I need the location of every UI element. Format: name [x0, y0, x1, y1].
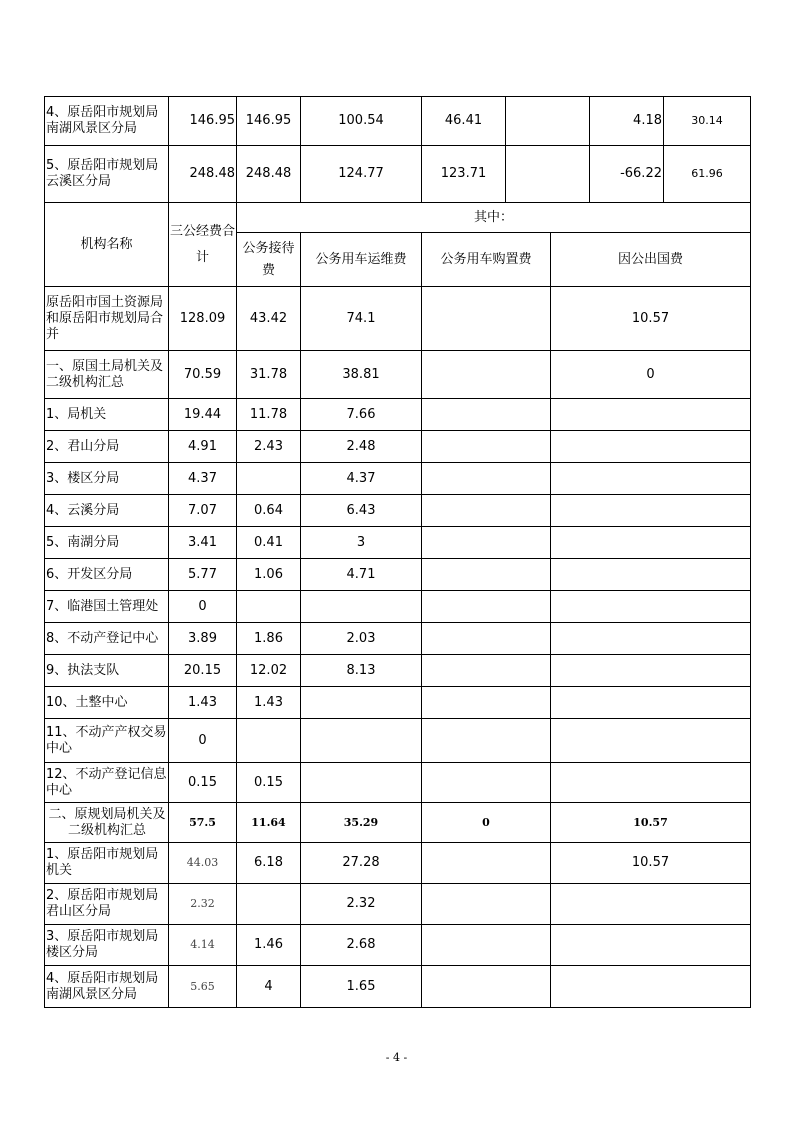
cell-overseas: [551, 495, 751, 527]
cell-reception: 0.64: [237, 495, 301, 527]
row-name: 5、南湖分局: [45, 527, 169, 559]
cell-overseas: [551, 763, 751, 803]
cell-value: 146.95: [237, 97, 301, 146]
cell-reception: [237, 463, 301, 495]
cell-value: 46.41: [422, 97, 506, 146]
header-among: 其中：: [237, 203, 751, 233]
cell-vehicle-ops: 38.81: [301, 351, 422, 399]
cell-total: 5.77: [169, 559, 237, 591]
table-row: [45, 719, 751, 763]
cell-overseas: 10.57: [551, 843, 751, 884]
cell-overseas: [551, 687, 751, 719]
cell-purchase: [422, 351, 551, 399]
row-name: 10、土整中心: [45, 687, 169, 719]
header-total: 三公经费合计: [169, 203, 237, 287]
row-name: 4、云溪分局: [45, 495, 169, 527]
row-name: 6、开发区分局: [45, 559, 169, 591]
cell-purchase: [422, 884, 551, 925]
cell-value: 30.14: [664, 97, 751, 146]
cell-overseas: [551, 463, 751, 495]
cell-value: 248.48: [237, 146, 301, 203]
cell-reception: 31.78: [237, 351, 301, 399]
cell-value: 123.71: [422, 146, 506, 203]
cell-reception: 11.78: [237, 399, 301, 431]
cell-total: 4.14: [169, 925, 237, 966]
cell-overseas: [551, 527, 751, 559]
table-row: [45, 884, 751, 925]
cell-purchase: 0: [422, 803, 551, 843]
cell-overseas: 0: [551, 351, 751, 399]
cell-total: 5.65: [169, 966, 237, 1008]
cell-value: [506, 97, 590, 146]
cell-total: 20.15: [169, 655, 237, 687]
cell-overseas: [551, 966, 751, 1008]
row-name: 一、原国土局机关及二级机构汇总: [45, 351, 169, 399]
expense-table: [44, 202, 751, 1008]
cell-purchase: [422, 287, 551, 351]
row-name: 2、君山分局: [45, 431, 169, 463]
cell-overseas: [551, 719, 751, 763]
cell-reception: 12.02: [237, 655, 301, 687]
cell-purchase: [422, 925, 551, 966]
table-row: [45, 623, 751, 655]
cell-reception: 0.15: [237, 763, 301, 803]
row-name: 4、原岳阳市规划局南湖风景区分局: [45, 97, 169, 146]
cell-purchase: [422, 623, 551, 655]
row-name: 4、原岳阳市规划局南湖风景区分局: [45, 966, 169, 1008]
cell-vehicle-ops: 2.32: [301, 884, 422, 925]
cell-value: 248.48: [169, 146, 237, 203]
cell-vehicle-ops: 2.03: [301, 623, 422, 655]
continuation-table: [44, 96, 751, 203]
cell-purchase: [422, 495, 551, 527]
row-name: 9、执法支队: [45, 655, 169, 687]
cell-vehicle-ops: 6.43: [301, 495, 422, 527]
cell-purchase: [422, 527, 551, 559]
header-reception: 公务接待费: [237, 233, 301, 287]
table-row: [45, 97, 751, 146]
cell-total: 3.89: [169, 623, 237, 655]
header-row: [45, 203, 751, 233]
header-overseas: 因公出国费: [551, 233, 751, 287]
cell-overseas: [551, 559, 751, 591]
cell-vehicle-ops: 2.68: [301, 925, 422, 966]
cell-reception: [237, 591, 301, 623]
cell-vehicle-ops: 7.66: [301, 399, 422, 431]
table-row: [45, 351, 751, 399]
cell-purchase: [422, 687, 551, 719]
cell-total: 57.5: [169, 803, 237, 843]
cell-overseas: [551, 591, 751, 623]
table-row: [45, 966, 751, 1008]
table-row: [45, 463, 751, 495]
cell-total: 7.07: [169, 495, 237, 527]
cell-vehicle-ops: 4.37: [301, 463, 422, 495]
cell-reception: 1.43: [237, 687, 301, 719]
cell-overseas: [551, 884, 751, 925]
cell-total: 4.91: [169, 431, 237, 463]
table-row: [45, 687, 751, 719]
cell-purchase: [422, 655, 551, 687]
row-name: 原岳阳市国土资源局和原岳阳市规划局合并: [45, 287, 169, 351]
cell-value: 146.95: [169, 97, 237, 146]
table-row: [45, 803, 751, 843]
cell-reception: 0.41: [237, 527, 301, 559]
row-name: 11、不动产产权交易中心: [45, 719, 169, 763]
header-org-name: 机构名称: [45, 203, 169, 287]
cell-total: 0: [169, 719, 237, 763]
cell-value: [506, 146, 590, 203]
row-name: 7、临港国土管理处: [45, 591, 169, 623]
cell-vehicle-ops: 35.29: [301, 803, 422, 843]
table-row: [45, 146, 751, 203]
cell-reception: 1.06: [237, 559, 301, 591]
cell-vehicle-ops: 4.71: [301, 559, 422, 591]
table-row: [45, 655, 751, 687]
row-name: 3、楼区分局: [45, 463, 169, 495]
cell-value: -66.22: [590, 146, 664, 203]
cell-reception: 2.43: [237, 431, 301, 463]
row-name: 二、原规划局机关及二级机构汇总: [45, 803, 169, 843]
cell-overseas: [551, 431, 751, 463]
row-name: 12、不动产登记信息中心: [45, 763, 169, 803]
table-row: [45, 559, 751, 591]
cell-purchase: [422, 843, 551, 884]
cell-purchase: [422, 559, 551, 591]
cell-purchase: [422, 719, 551, 763]
cell-vehicle-ops: 3: [301, 527, 422, 559]
cell-purchase: [422, 966, 551, 1008]
cell-total: 4.37: [169, 463, 237, 495]
cell-value: 61.96: [664, 146, 751, 203]
header-vehicle-purchase: 公务用车购置费: [422, 233, 551, 287]
page-number: - 4 -: [385, 1051, 408, 1064]
cell-value: 4.18: [590, 97, 664, 146]
row-name: 5、原岳阳市规划局云溪区分局: [45, 146, 169, 203]
header-vehicle-ops: 公务用车运维费: [301, 233, 422, 287]
cell-overseas: [551, 623, 751, 655]
cell-overseas: [551, 925, 751, 966]
cell-total: 0.15: [169, 763, 237, 803]
cell-vehicle-ops: [301, 763, 422, 803]
cell-reception: 1.86: [237, 623, 301, 655]
cell-purchase: [422, 431, 551, 463]
table-row: [45, 591, 751, 623]
row-name: 1、局机关: [45, 399, 169, 431]
cell-total: 19.44: [169, 399, 237, 431]
cell-vehicle-ops: [301, 591, 422, 623]
row-name: 3、原岳阳市规划局楼区分局: [45, 925, 169, 966]
cell-purchase: [422, 463, 551, 495]
cell-total: 2.32: [169, 884, 237, 925]
cell-overseas: [551, 399, 751, 431]
table-row: [45, 527, 751, 559]
cell-reception: [237, 719, 301, 763]
cell-reception: 43.42: [237, 287, 301, 351]
cell-overseas: [551, 655, 751, 687]
cell-vehicle-ops: 74.1: [301, 287, 422, 351]
table-row: [45, 495, 751, 527]
cell-vehicle-ops: 8.13: [301, 655, 422, 687]
cell-reception: 6.18: [237, 843, 301, 884]
cell-vehicle-ops: [301, 687, 422, 719]
cell-vehicle-ops: 1.65: [301, 966, 422, 1008]
table-row: [45, 925, 751, 966]
cell-overseas: 10.57: [551, 287, 751, 351]
table-row: [45, 763, 751, 803]
cell-total: 3.41: [169, 527, 237, 559]
cell-total: 1.43: [169, 687, 237, 719]
cell-vehicle-ops: [301, 719, 422, 763]
cell-total: 0: [169, 591, 237, 623]
cell-value: 124.77: [301, 146, 422, 203]
row-name: 1、原岳阳市规划局机关: [45, 843, 169, 884]
cell-reception: 1.46: [237, 925, 301, 966]
cell-vehicle-ops: 2.48: [301, 431, 422, 463]
cell-total: 128.09: [169, 287, 237, 351]
table-row: [45, 431, 751, 463]
table-row: [45, 399, 751, 431]
row-name: 8、不动产登记中心: [45, 623, 169, 655]
cell-total: 44.03: [169, 843, 237, 884]
table-row: [45, 287, 751, 351]
cell-purchase: [422, 591, 551, 623]
cell-reception: 11.64: [237, 803, 301, 843]
cell-reception: 4: [237, 966, 301, 1008]
cell-purchase: [422, 399, 551, 431]
cell-vehicle-ops: 27.28: [301, 843, 422, 884]
table-row: [45, 843, 751, 884]
cell-overseas: 10.57: [551, 803, 751, 843]
cell-total: 70.59: [169, 351, 237, 399]
row-name: 2、原岳阳市规划局君山区分局: [45, 884, 169, 925]
cell-value: 100.54: [301, 97, 422, 146]
cell-purchase: [422, 763, 551, 803]
cell-reception: [237, 884, 301, 925]
